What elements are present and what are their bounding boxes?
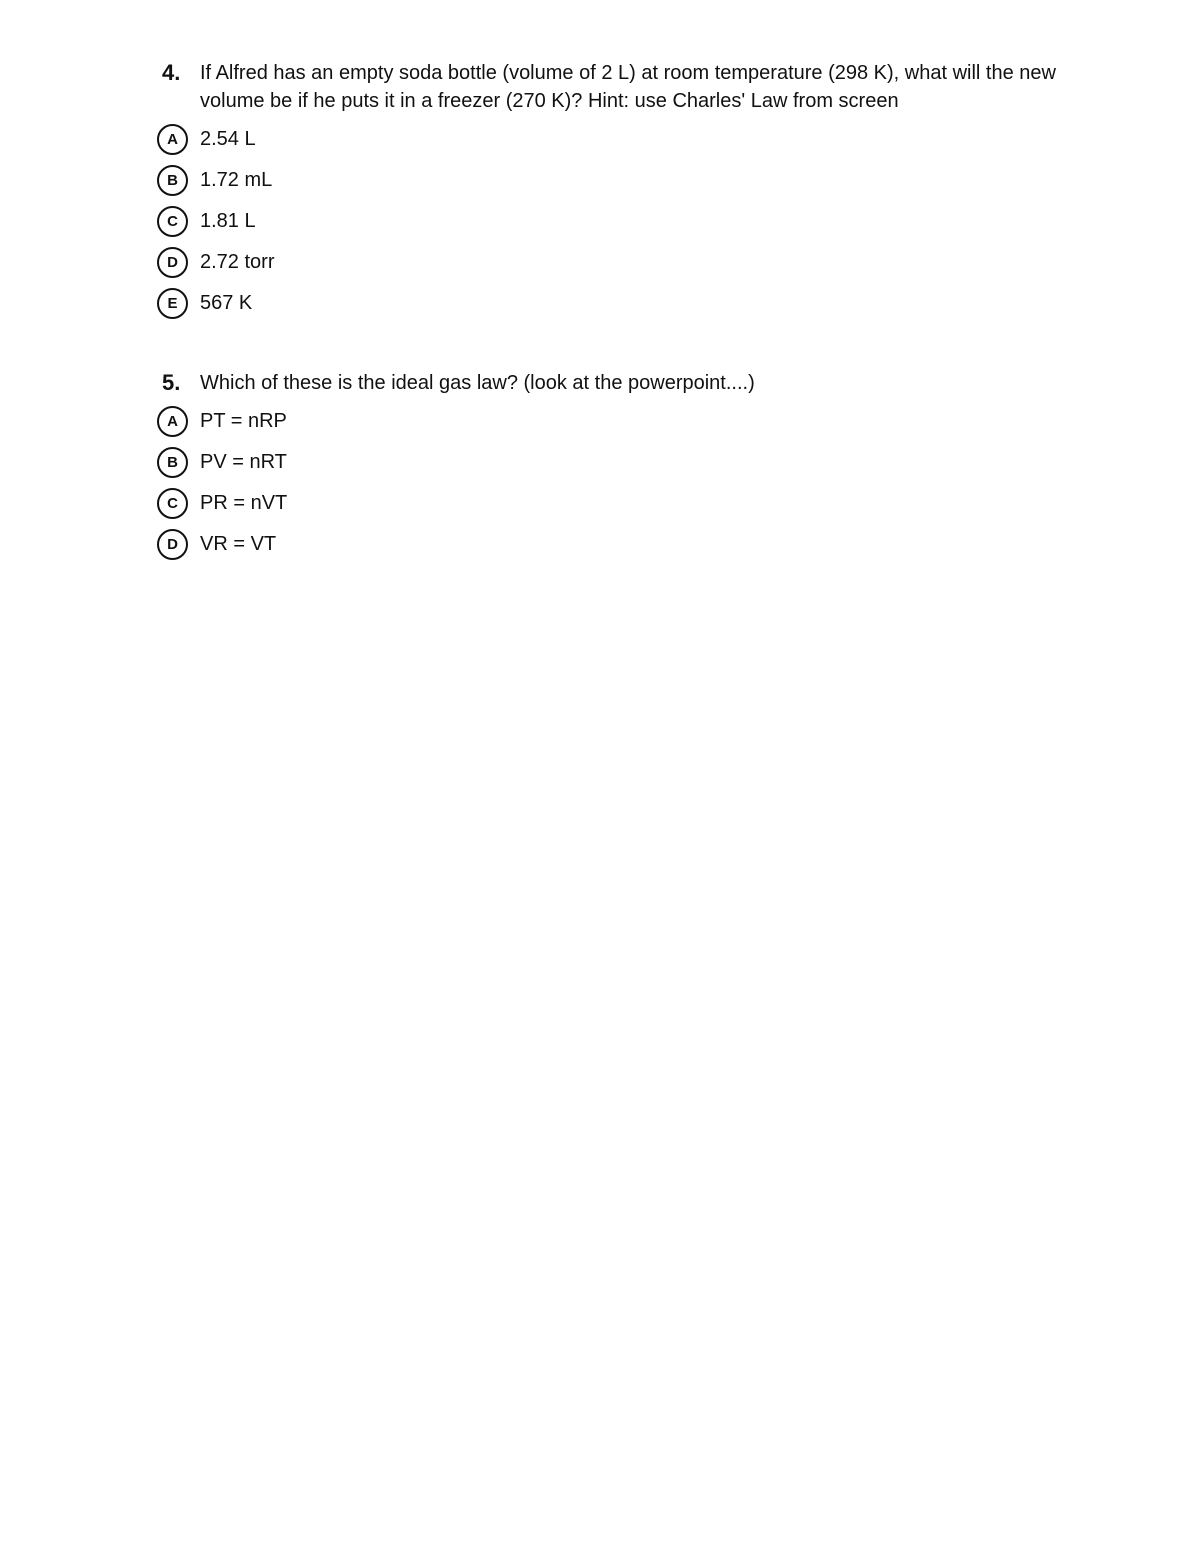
question-text: Which of these is the ideal gas law? (look at the powerpoint....): [200, 372, 755, 394]
answer-bubble-icon[interactable]: B: [157, 447, 188, 478]
answer-bubble-icon[interactable]: E: [157, 288, 188, 319]
answer-option-a[interactable]: [157, 119, 1077, 160]
answer-text: 2.54 L: [200, 128, 256, 150]
answer-bubble-icon[interactable]: C: [157, 488, 188, 519]
answer-bubble-icon[interactable]: A: [157, 124, 188, 155]
answer-option-c[interactable]: [157, 483, 1077, 524]
question-5: [157, 369, 1077, 565]
question-number: 4.: [162, 60, 181, 85]
question-stem: [157, 59, 1077, 115]
answer-option-b[interactable]: [157, 442, 1077, 483]
answer-text: PV = nRT: [200, 451, 287, 473]
answer-option-e[interactable]: [157, 283, 1077, 324]
answer-text: 1.72 mL: [200, 169, 273, 191]
answer-option-d[interactable]: [157, 242, 1077, 283]
question-stem: [157, 369, 1077, 397]
answer-options: [157, 401, 1077, 565]
answer-text: 567 K: [200, 292, 253, 314]
answer-option-d[interactable]: [157, 524, 1077, 565]
answer-option-a[interactable]: [157, 401, 1077, 442]
answer-text: PR = nVT: [200, 492, 288, 514]
question-number: 5.: [162, 370, 181, 395]
answer-bubble-icon[interactable]: C: [157, 206, 188, 237]
question-text: If Alfred has an empty soda bottle (volume of 2 L) at room temperature (298 K), what will the new volume be if he puts it in a freezer (270 K)? Hint: use Charles' Law from screen: [200, 62, 1056, 112]
answer-bubble-icon[interactable]: B: [157, 165, 188, 196]
answer-text: 2.72 torr: [200, 251, 275, 273]
answer-text: VR = VT: [200, 533, 277, 555]
answer-option-b[interactable]: [157, 160, 1077, 201]
answer-bubble-icon[interactable]: D: [157, 247, 188, 278]
answer-bubble-icon[interactable]: D: [157, 529, 188, 560]
answer-option-c[interactable]: [157, 201, 1077, 242]
question-4: [157, 59, 1077, 324]
answer-bubble-icon[interactable]: A: [157, 406, 188, 437]
answer-text: PT = nRP: [200, 410, 287, 432]
answer-options: [157, 119, 1077, 324]
answer-text: 1.81 L: [200, 210, 256, 232]
